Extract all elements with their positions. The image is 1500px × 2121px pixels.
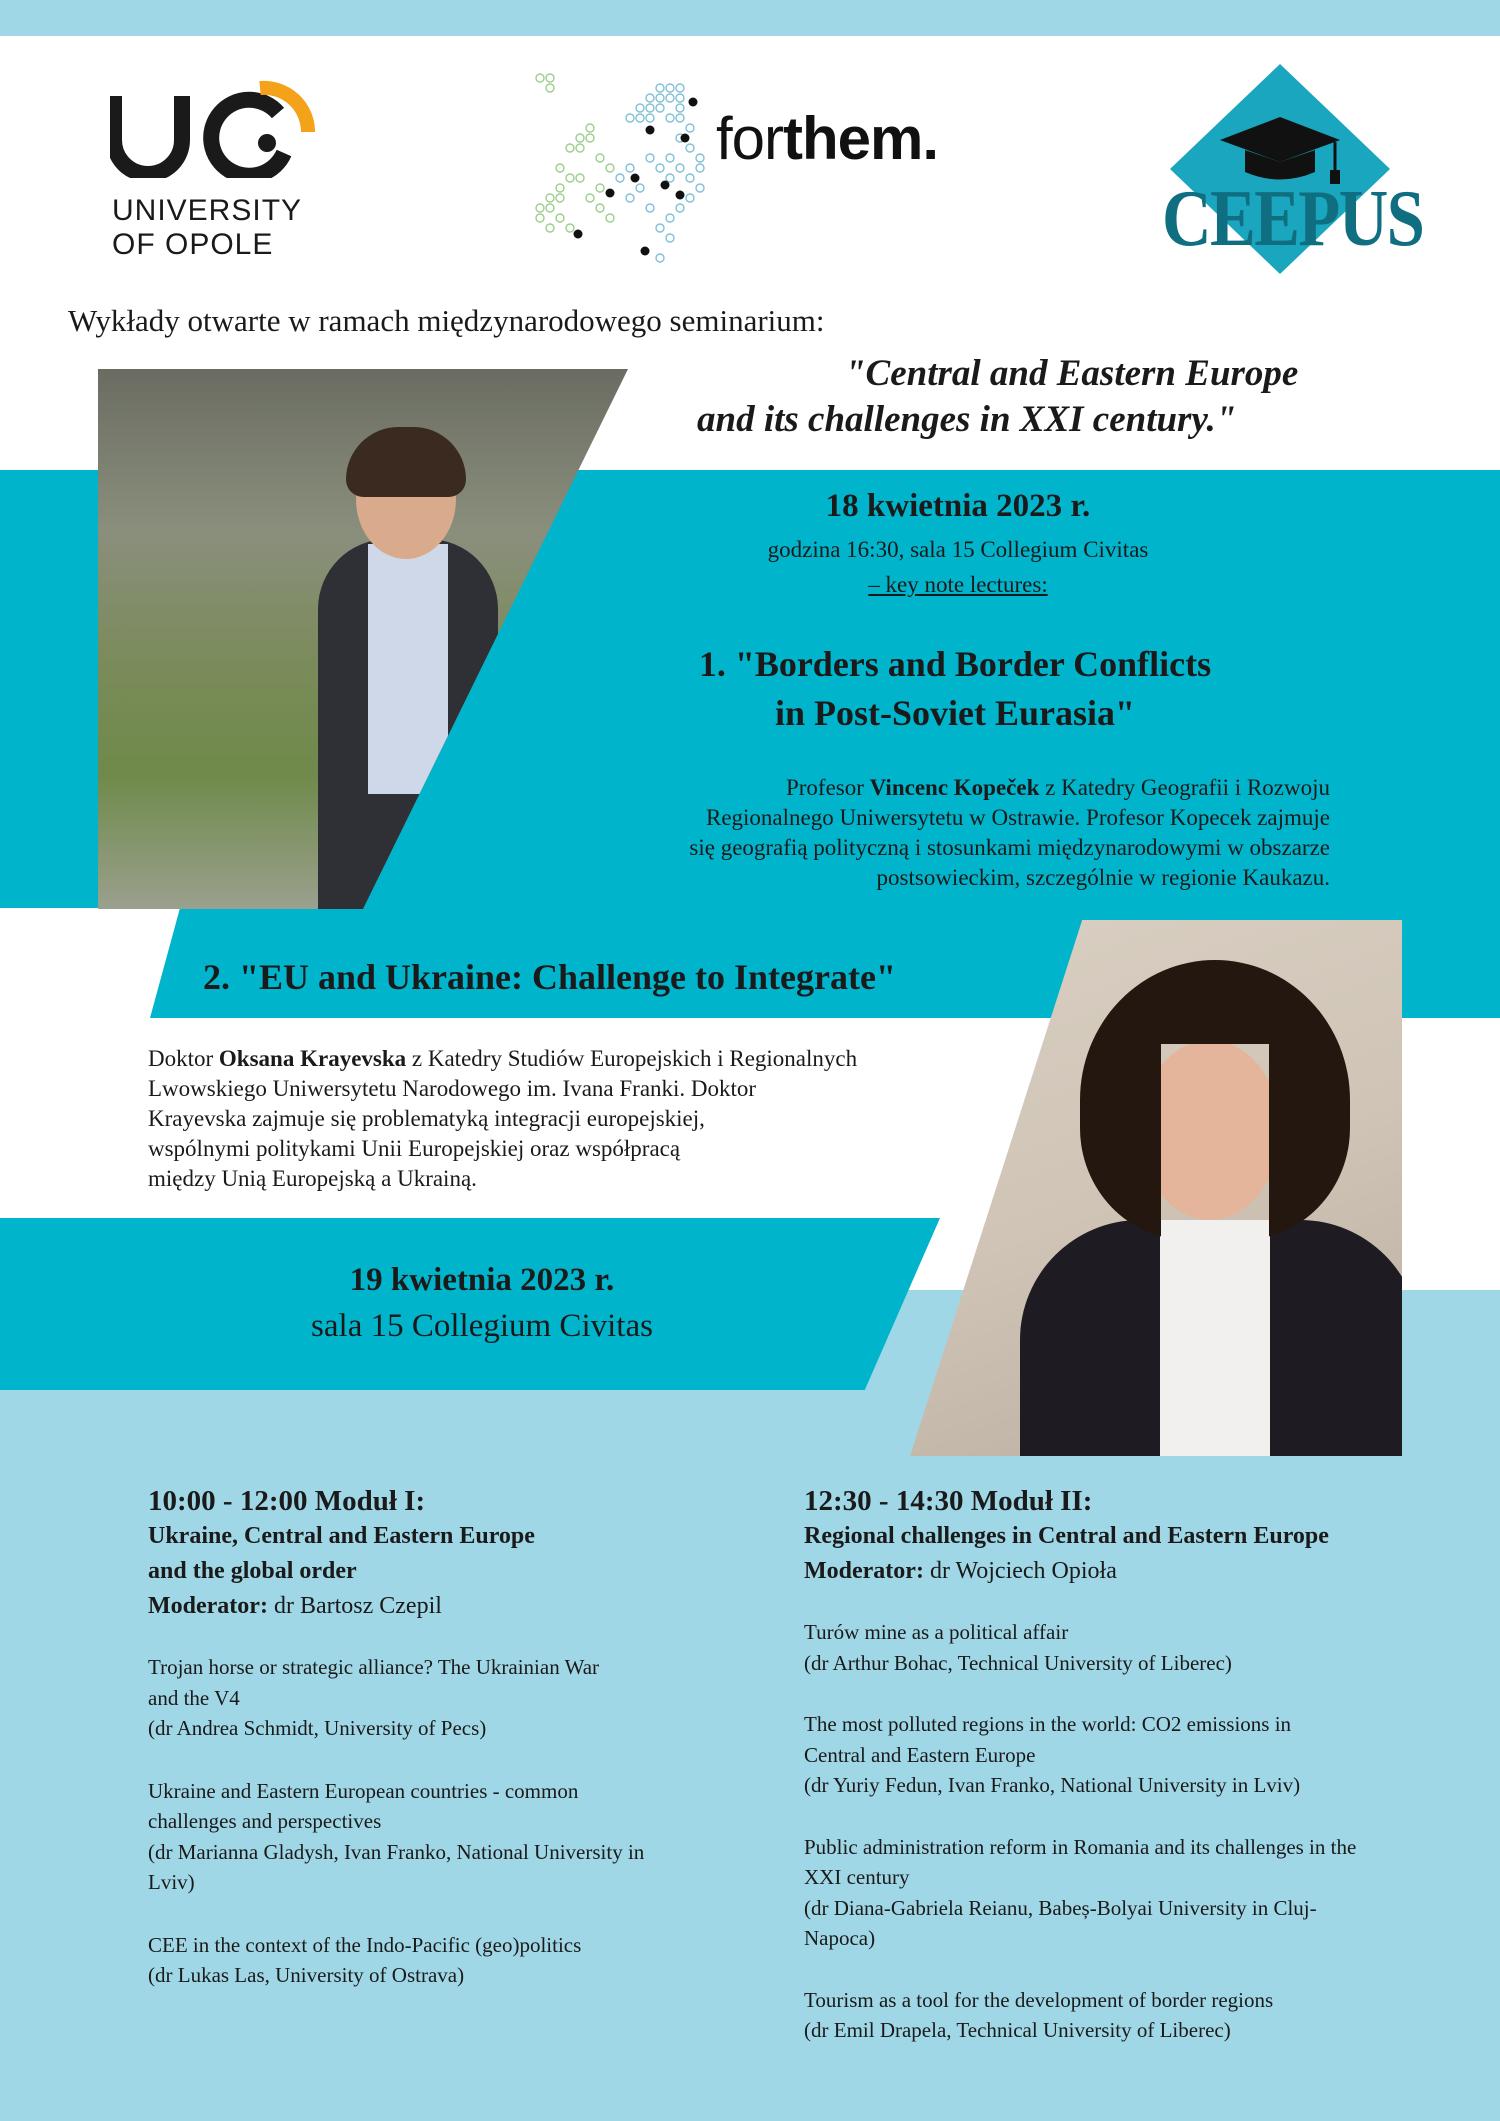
- lecture1-title-line2: in Post-Soviet Eurasia": [775, 693, 1135, 733]
- europe-dots-map-icon: [530, 68, 750, 278]
- talk-title-cont: challenges and perspectives: [148, 1809, 382, 1833]
- module2-talk-3: [804, 1832, 1484, 1954]
- lecture1-title-line1: 1. "Borders and Border Conflicts: [698, 644, 1212, 684]
- module1-subtitle-line1: Ukraine, Central and Eastern Europe: [148, 1523, 535, 1549]
- module1-subtitle-line2: and the global order: [148, 1558, 357, 1584]
- module1-moderator-name: dr Bartosz Czepil: [267, 1593, 442, 1619]
- intro-text: Wykłady otwarte w ramach międzynarodowego seminarium:: [68, 303, 825, 338]
- talk-speaker: (dr Diana-Gabriela Reianu, Babeș-Bolyai University in Cluj-: [804, 1895, 1317, 1920]
- lecture2-bio-prefix: Doktor: [148, 1046, 219, 1071]
- module2-moderator-label: Moderator:: [804, 1558, 924, 1584]
- lecture2-bio-line5: między Unią Europejską a Ukrainą.: [148, 1166, 477, 1191]
- lecture1-bio-prefix: Profesor: [785, 775, 870, 800]
- module2-heading: 12:30 - 14:30 Moduł II:: [804, 1485, 1093, 1517]
- module2-talk-4: [804, 1985, 1484, 2046]
- forthem-logo: [530, 68, 950, 278]
- ceepus-wordmark: CEEPUS: [1162, 175, 1424, 263]
- uo-mark-icon: [110, 78, 330, 178]
- lecture1-bio-rest: z Katedry Geografii i Rozwoju: [1039, 775, 1330, 800]
- talk-title-cont: and the V4: [148, 1685, 240, 1710]
- lecture1-speaker-name: Vincenc Kopeček: [869, 775, 1040, 800]
- module1-talk-1: [148, 1652, 748, 1744]
- forthem-bold: them.: [783, 105, 939, 172]
- lecture1-bio-line4: postsowieckim, szczególnie w regionie Kaukazu.: [876, 865, 1330, 890]
- lecture2-bio-line3: Krayevska zajmuje się problematyką integracji europejskiej,: [148, 1106, 705, 1131]
- day2-place: sala 15 Collegium Civitas: [311, 1308, 653, 1344]
- seminar-title-line1: "Central and Eastern Europe: [845, 353, 1299, 394]
- lecture2-speaker-name: Oksana Krayevska: [218, 1046, 407, 1071]
- talk-title: Tourism as a tool for the development of border regions: [804, 1987, 1274, 2012]
- seminar-title-line2: and its challenges in XXI century.": [697, 399, 1237, 440]
- module1-heading: 10:00 - 12:00 Moduł I:: [148, 1485, 426, 1517]
- module2-moderator-name: dr Wojciech Opioła: [923, 1558, 1117, 1584]
- module1: [148, 1483, 748, 1991]
- module1-talk-2: [148, 1776, 748, 1898]
- talk-title-cont: Central and Eastern Europe: [804, 1742, 1036, 1767]
- lecture1-bio-line2: Regionalnego Uniwersytetu w Ostrawie. Profesor Kopecek zajmuje: [705, 805, 1330, 830]
- lecture1-bio-line1: [786, 775, 1330, 801]
- talk-title: Trojan horse or strategic alliance? The Ukrainian War: [148, 1655, 600, 1679]
- talk-speaker: (dr Lukas Las, University of Ostrava): [148, 1963, 465, 1987]
- ceepus-logo: [1162, 62, 1424, 277]
- module1-moderator: [148, 1589, 748, 1624]
- uo-line2: OF OPOLE: [112, 228, 274, 261]
- module2-moderator: [804, 1554, 1484, 1589]
- talk-title: Public administration reform in Romania and its challenges in the: [804, 1834, 1357, 1859]
- lecture2-title: 2. "EU and Ukraine: Challenge to Integrate": [203, 957, 896, 997]
- talk-title: Turów mine as a political affair: [804, 1620, 1069, 1644]
- cyan-band-day2: [0, 1218, 940, 1390]
- forthem-prefix: for: [716, 105, 784, 172]
- top-strip: [0, 0, 1500, 36]
- module2-talk-1: [804, 1617, 1484, 1678]
- day2-date: 19 kwietnia 2023 r.: [349, 1262, 615, 1298]
- module1-moderator-label: Moderator:: [148, 1593, 268, 1619]
- talk-speaker-cont: Napoca): [804, 1926, 876, 1950]
- module2-subtitle: Regional challenges in Central and Eastern Europe: [804, 1523, 1329, 1549]
- day1-keynote: – key note lectures:: [868, 572, 1048, 597]
- talk-title: CEE in the context of the Indo-Pacific (geo)politics: [148, 1932, 582, 1957]
- lecture2-bio-line2: Lwowskiego Uniwersytetu Narodowego im. Ivana Franki. Doktor: [148, 1076, 757, 1101]
- lecture2-bio-line4: wspólnymi politykami Unii Europejskiej oraz współpracą: [148, 1136, 681, 1161]
- lecture1-bio-line3: się geografią polityczną i stosunkami międzynarodowymi w obszarze: [689, 835, 1330, 860]
- university-of-opole-logo: [110, 78, 330, 263]
- talk-title: Ukraine and Eastern European countries - common: [148, 1778, 579, 1803]
- talk-speaker: (dr Emil Drapela, Technical University of Liberec): [804, 2018, 1231, 2042]
- module2-talk-2: [804, 1709, 1484, 1801]
- module1-talk-3: [148, 1930, 748, 1991]
- talk-speaker: (dr Yuriy Fedun, Ivan Franko, National University in Lviv): [804, 1773, 1301, 1797]
- module2: [804, 1483, 1484, 2046]
- talk-speaker-cont: Lviv): [148, 1870, 195, 1894]
- talk-title-cont: XXI century: [804, 1865, 910, 1889]
- talk-speaker: (dr Andrea Schmidt, University of Pecs): [148, 1716, 487, 1740]
- talk-speaker: (dr Arthur Bohac, Technical University of Liberec): [804, 1650, 1232, 1675]
- day1-time-place: godzina 16:30, sala 15 Collegium Civitas: [767, 537, 1149, 562]
- talk-title: The most polluted regions in the world: CO2 emissions in: [804, 1712, 1292, 1736]
- lecture2-bio-line1: [148, 1046, 857, 1072]
- day1-date: 18 kwietnia 2023 r.: [825, 488, 1091, 524]
- uo-line1: UNIVERSITY: [112, 194, 303, 227]
- talk-speaker: (dr Marianna Gladysh, Ivan Franko, National University in: [148, 1839, 645, 1864]
- lecture2-bio-rest: z Katedry Studiów Europejskich i Regionalnych: [406, 1046, 858, 1071]
